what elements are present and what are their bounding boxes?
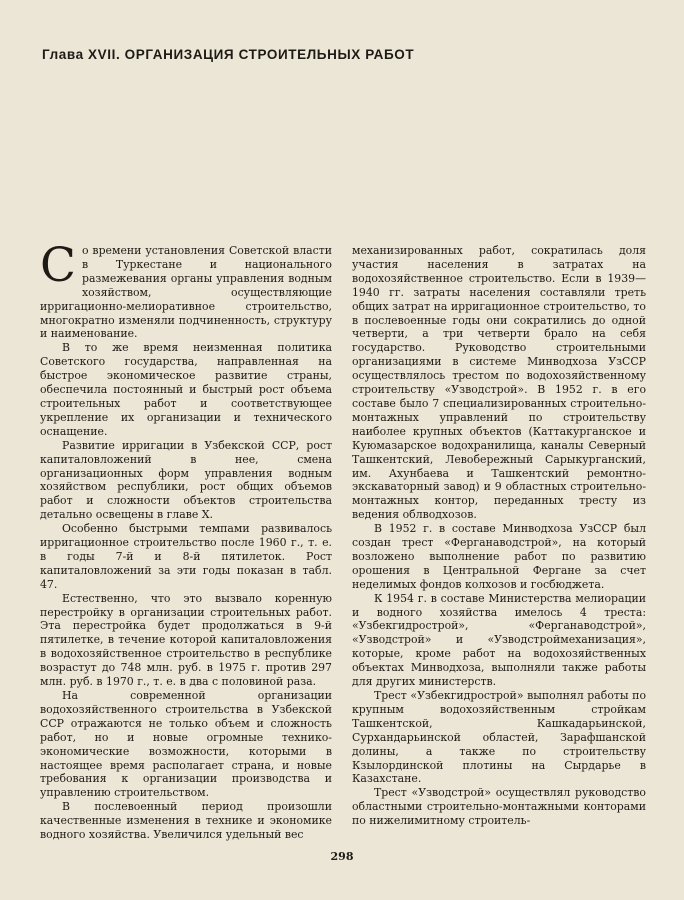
paragraph: Особенно быстрыми темпами развивалось ирригационное строительство после 1960 г., т. е. в годы 7-й и 8-й пятилеток. Рост капиталовложений за эти годы показан в табл. 47. (40, 522, 332, 591)
drop-cap: С (40, 238, 76, 293)
paragraph: К 1954 г. в составе Министерства мелиорации и водного хозяйства имелось 4 треста: «Узбекгидрострой», «Ферганаводстрой», «Узводстрой» и «Узводстроймеханизация», которые, кроме работ на водохозяйственных объектах Минводхоза, выполняли также работы для других министерств. (352, 591, 646, 689)
right-column (352, 244, 646, 828)
left-column (40, 238, 332, 842)
paragraph: Трест «Узводстрой» осуществлял руководство областными строительно-монтажными конторами по нижелимитному строитель- (352, 786, 646, 828)
paragraph: Трест «Узбекгидрострой» выполнял работы по крупным водохозяйственным стройкам Ташкентской, Кашкадарьинской, Сурхандарьинской областей, Зарафшанской долины, а также по строительству Кзылординской плотины на Сырдарье в Казахстане. (352, 689, 646, 786)
paragraph: В послевоенный период произошли качественные изменения в технике и экономике водного хозяйства. Увеличился удельный вес (40, 800, 332, 842)
paragraph: механизированных работ, сократилась доля участия населения в затратах на водохозяйственное строительство. Если в 1939—1940 гг. затраты населения составляли треть общих затрат на ирригационное строительство, то в послевоенные годы они сократились до одной четверти, а три четверти брало на себя государство. Руководство строительными организациями в системе Минводхоза УзССР осуществлялось трестом по водохозяйственному строительству «Узводстрой». В 1952 г. в его составе было 7 специализированных строительно-монтажных управлений по строительству наиболее крупных объектов (Каттакурганское и Куюмазарское водохранилища, каналы Северный Ташкентский, Левобережный Сарыкурганский, им. Ахунбаева и Ташкентский ремонтно-экскаваторный завод) и 9 областных строительно-монтажных контор, переданных тресту из ведения облводхозов. (352, 244, 646, 522)
paragraph: В то же время неизменная политика Советского государства, направленная на быстрое экономическое развитие страны, обеспечила постоянный и быстрый рост объема строительных работ и соответствующее укрепление их организации и технического оснащение. (40, 341, 332, 438)
page-number: 298 (330, 850, 354, 863)
paragraph (40, 238, 332, 341)
paragraph: Естественно, что это вызвало коренную перестройку в организации строительных работ. Эта перестройка будет продолжаться в 9-й пятилетке, в течение которой капиталовложения в водохозяйственное строительство в республике возрастут до 748 млн. руб. в 1975 г. против 297 млн. руб. в 1970 г., т. е. в два с половиной раза. (40, 591, 332, 689)
paragraph: В 1952 г. в составе Минводхоза УзССР был создан трест «Ферганаводстрой», на который возложено выполнение работ по развитию орошения в Центральной Фергане за счет неделимых фондов колхозов и госбюджета. (352, 522, 646, 591)
paragraph: На современной организации водохозяйственного строительства в Узбекской ССР отражаются не только объем и сложность работ, но и новые огромные технико-экономические возможности, которыми в настоящее время располагает страна, и новые требования к организации производства и управлению строительством. (40, 689, 332, 800)
paragraph: Развитие ирригации в Узбекской ССР, рост капиталовложений в нее, смена организационных форм управления водным хозяйством республики, рост общих объемов работ и сложности объектов строительства детально освещены в главе X. (40, 438, 332, 522)
chapter-title: Глава XVII. ОРГАНИЗАЦИЯ СТРОИТЕЛЬНЫХ РАБОТ (42, 47, 415, 62)
paragraph-text: о времени установления Советской власти в Туркестане и национального размежевания органы управления водным хозяйством, осуществляющие ирригационно-мелиоративное строительство, многократно изменяли подчиненность, структуру и наименование. (40, 244, 332, 341)
